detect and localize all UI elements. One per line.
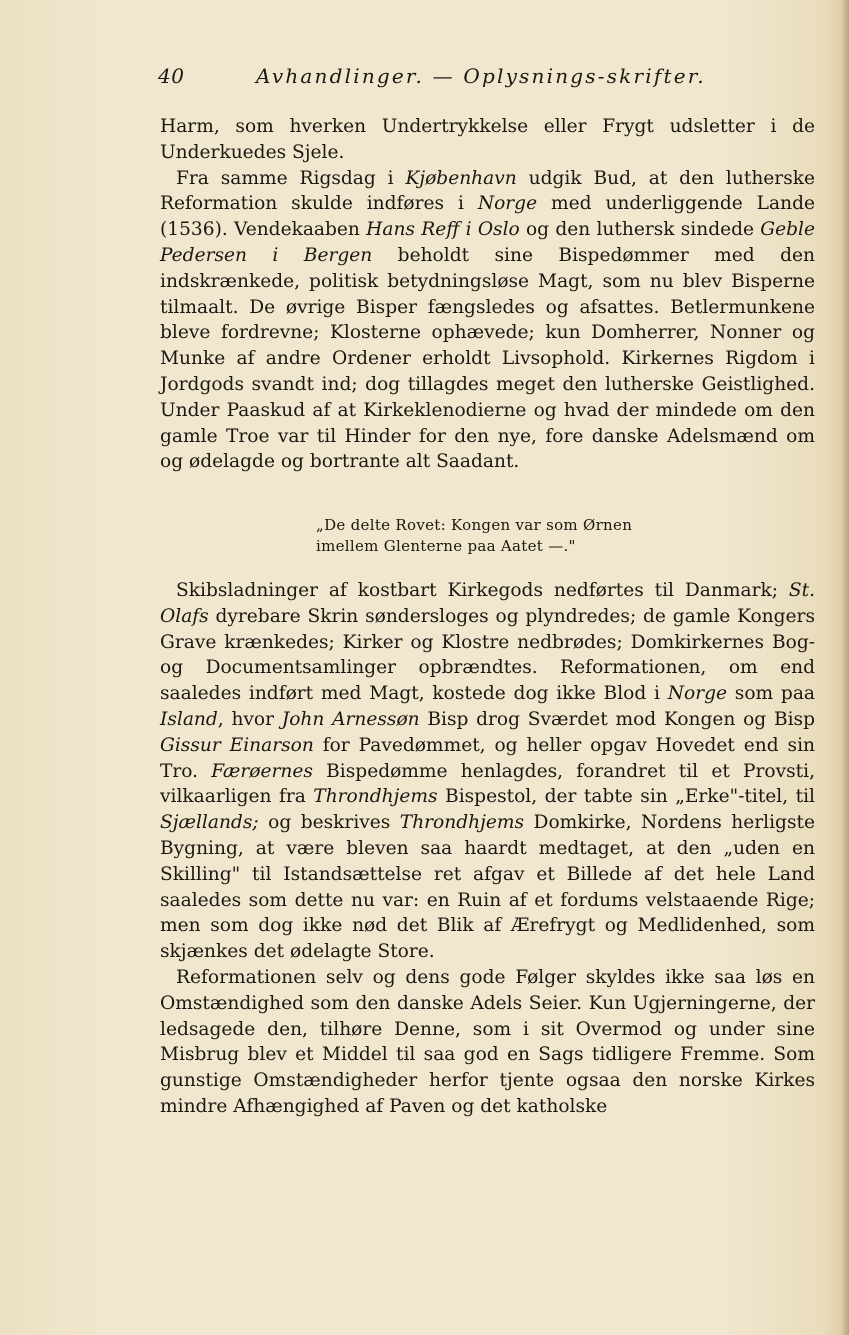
text-run: , hvor bbox=[217, 708, 282, 730]
text-block-top bbox=[160, 114, 815, 475]
text-run: dyrebare Skrin søndersloges og plyndredes; de gamle Kongers Grave krænkedes; Kirker og Klostre nedbrødes; Domkirkernes Bog- og Documentsamlinger opbrændtes. Reformationen, om end saaledes indført med Magt, kostede dog ikke Blod i bbox=[160, 605, 815, 705]
place-name: Sjællands; bbox=[160, 812, 259, 834]
text-run: for Pavedømmet, og heller opgav Hovedet end sin Tro. bbox=[160, 734, 816, 782]
text-run: udgik Bud, at den lutherske Reformation skulde indføres i bbox=[160, 167, 816, 215]
place-name: Norge bbox=[477, 193, 538, 215]
person-name: John Arnessøn bbox=[281, 708, 420, 730]
running-title: Avhandlinger. — Oplysnings-skrifter. bbox=[256, 64, 706, 88]
place-name: Kjøbenhavn bbox=[405, 167, 517, 189]
person-name: Geble Pedersen i Bergen bbox=[160, 219, 815, 266]
person-name: St. Olafs bbox=[160, 580, 815, 627]
text-run: Bisp drog Sværdet mod Kongen og Bisp bbox=[419, 708, 816, 730]
text-run: som paa bbox=[727, 683, 815, 705]
person-name: Hans Reff i Oslo bbox=[366, 219, 520, 241]
place-name: Island bbox=[160, 708, 218, 730]
person-name: Gissur Einarson bbox=[160, 734, 314, 756]
text-run: og den luthersk sindede bbox=[519, 219, 761, 241]
running-header bbox=[158, 64, 818, 90]
place-name: Norge bbox=[667, 683, 728, 705]
text-run: Skibsladninger af kostbart Kirkegods nedførtes til Danmark; bbox=[176, 580, 789, 601]
paragraph-2 bbox=[160, 166, 815, 476]
quote-line-1: „De delte Rovet: Kongen var som Ørnen bbox=[316, 516, 633, 534]
text-run: med underliggende Lande (1536). Vendekaaben bbox=[160, 193, 815, 241]
text-run: og beskrives bbox=[258, 812, 400, 834]
text-run: Domkirke, Nordens herligste Bygning, at være bleven saa haardt medtaget, at den „uden en Skilling" til Istandsættelse ret afgav et Billede af det hele Land saaledes som dette nu var: en Ruin af et fordums velstaaende Rige; men som dog ikke nød det Blik af Ærefrygt og Medlidenhed, som skjænkes det ødelagte Store. bbox=[160, 812, 815, 963]
paragraph-4: Reformationen selv og dens gode Følger skyldes ikke saa løs en Omstændighed som den danske Adels Seier. Kun Ugjerningerne, der ledsagede den, tilhøre Denne, som i sit Overmod og under sine Misbrug blev et Middel til saa god en Sags tidligere Fremme. Som gunstige Omstændigheder herfor tjente ogsaa den norske Kirkes mindre Afhængighed af Paven og det katholske bbox=[160, 966, 815, 1117]
block-quote bbox=[316, 515, 736, 557]
text-run: Bispestol, der tabte sin „Erke"-titel, til bbox=[437, 786, 815, 808]
paragraph-3 bbox=[160, 578, 815, 965]
text-run: Bispedømme henlagdes, forandret til et Provsti, vilkaarligen fra bbox=[160, 760, 816, 808]
place-name: Færøernes bbox=[211, 760, 313, 782]
page-number: 40 bbox=[158, 64, 185, 88]
paragraph-1: Harm, som hverken Undertrykkelse eller Frygt udsletter i de Underkuedes Sjele. bbox=[160, 116, 815, 163]
text-run: Fra samme Rigsdag i bbox=[176, 167, 406, 189]
text-run: beholdt sine Bispedømmer med den indskrænkede, politisk betydningsløse Magt, som nu blev Bisperne tilmaalt. De øvrige Bisper fængsledes og afsattes. Betlermunkene bleve fordrevne; Klosterne ophævede; kun Domherrer, Nonner og Munke af andre Ordener erholdt Livsophold. Kirkernes Rigdom i Jordgods svandt ind; dog tillagdes meget den lutherske Geistlighed. Under Paaskud af at Kirkeklenodierne og hvad der mindede om den gamle Troe var til Hinder for den nye, fore danske Adelsmænd om og ødelagde og bortrante alt Saadant. bbox=[160, 244, 815, 473]
page-edge-shadow bbox=[841, 0, 849, 1335]
text-block-bottom bbox=[160, 578, 815, 1120]
place-name: Throndhjems bbox=[399, 812, 525, 834]
quote-line-2: imellem Glenterne paa Aatet —." bbox=[316, 537, 576, 555]
place-name: Throndhjems bbox=[313, 786, 438, 808]
